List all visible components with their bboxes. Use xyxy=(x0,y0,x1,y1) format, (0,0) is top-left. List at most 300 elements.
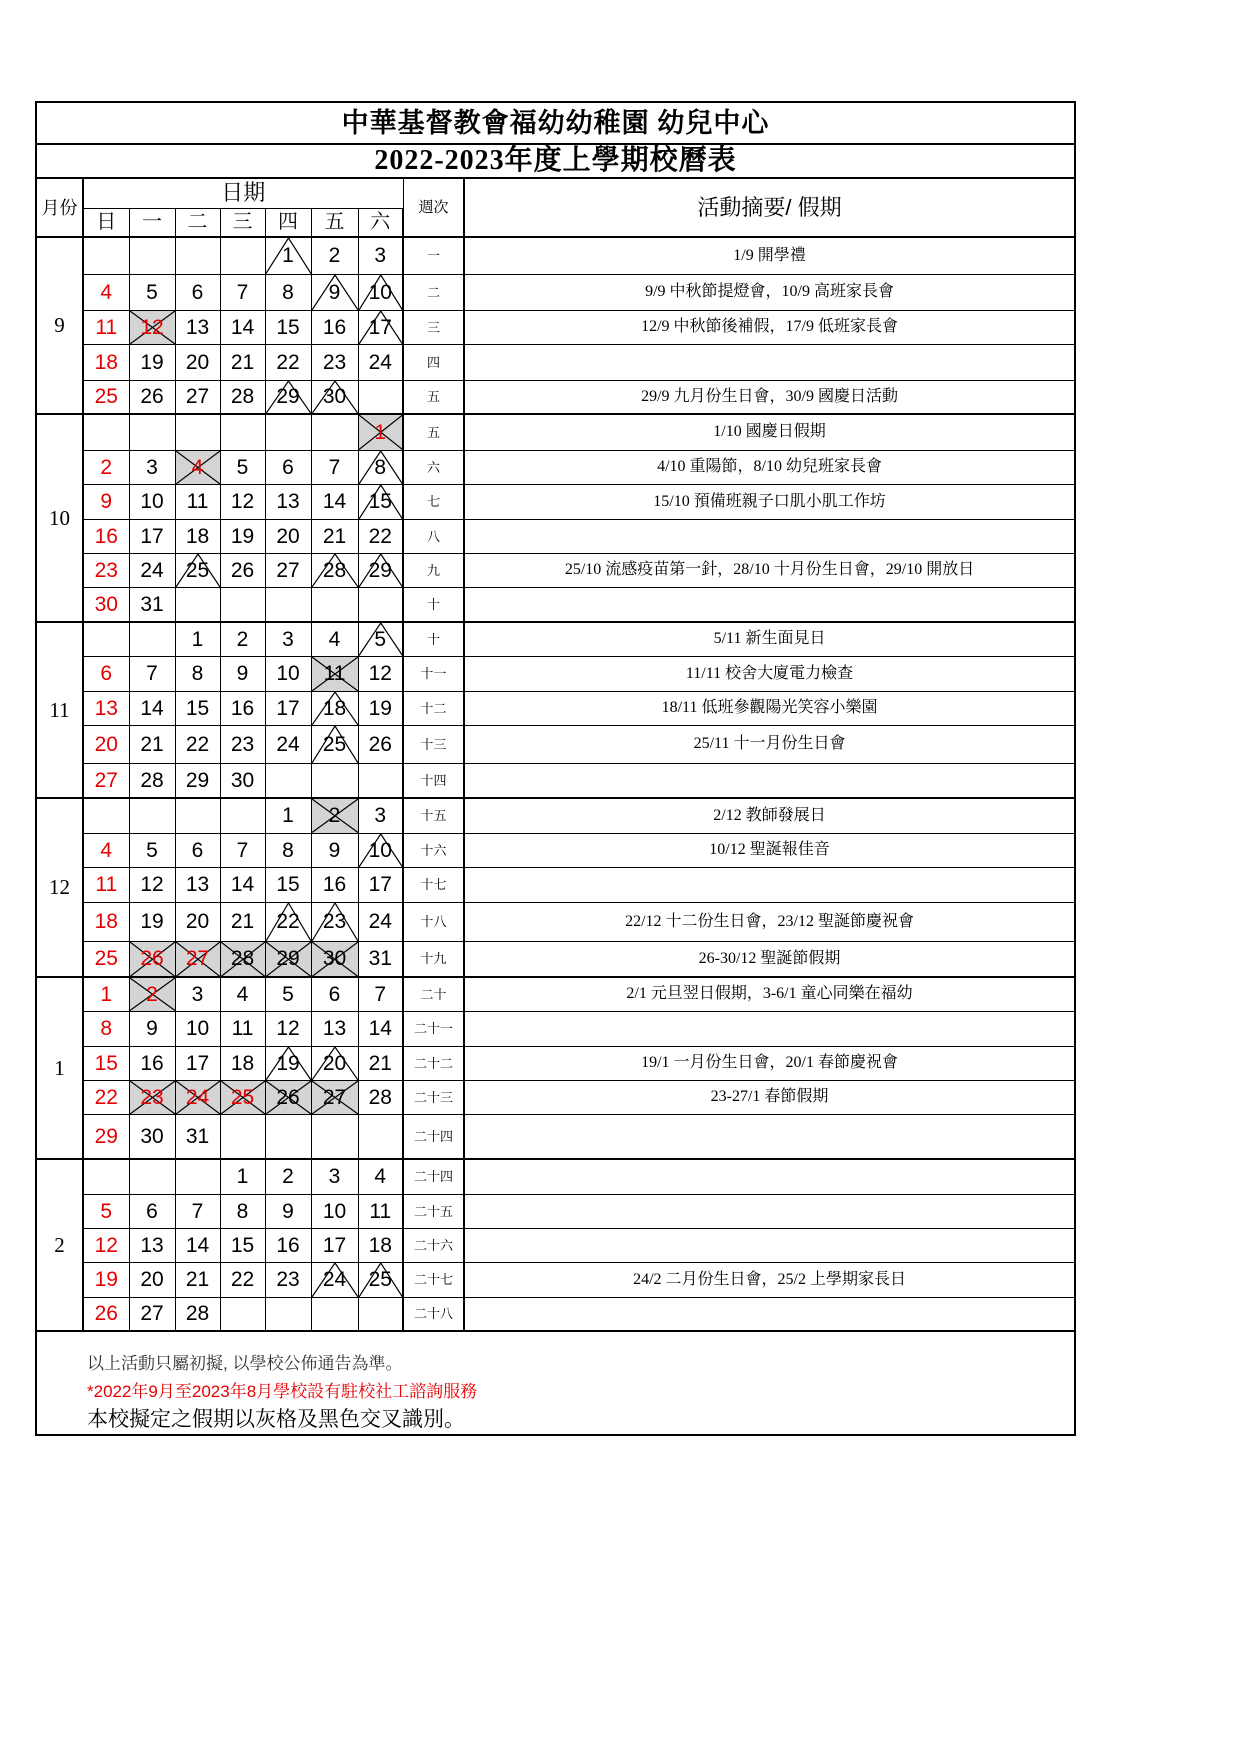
empty-day-cell xyxy=(265,763,311,798)
day-cell xyxy=(311,344,358,380)
empty-day-cell xyxy=(175,414,220,450)
empty-day-cell xyxy=(358,1114,403,1159)
day-cell xyxy=(220,484,265,519)
day-cell xyxy=(220,867,265,902)
day-number: 13 xyxy=(276,490,300,513)
day-cell xyxy=(220,1194,265,1228)
day-number: 14 xyxy=(322,490,347,513)
holiday-legend-note: 本校擬定之假期以灰格及黑色交叉識別。 xyxy=(87,1408,465,1431)
day-cell xyxy=(220,519,265,553)
day-cell xyxy=(83,1194,129,1228)
month-label: 12 xyxy=(36,798,83,977)
day-number: 18 xyxy=(185,524,210,548)
day-number: 10 xyxy=(276,662,300,685)
week-row xyxy=(36,1046,1075,1080)
day-number: 22 xyxy=(94,1085,118,1109)
day-number: 23 xyxy=(322,350,347,374)
day-cell xyxy=(175,1297,220,1331)
day-number: 26 xyxy=(94,1302,118,1326)
day-cell xyxy=(358,725,403,763)
empty-day-cell xyxy=(311,1297,358,1331)
day-cell xyxy=(358,1159,403,1194)
day-cell xyxy=(83,1297,129,1331)
activity-summary xyxy=(464,1297,1075,1331)
day-number: 6 xyxy=(191,838,204,862)
day-number: 6 xyxy=(191,280,204,304)
day-number: 1 xyxy=(282,804,294,828)
day-number: 15 xyxy=(276,315,300,339)
empty-day-cell xyxy=(83,798,129,833)
day-number: 31 xyxy=(185,1124,210,1148)
day-number: 21 xyxy=(230,910,255,933)
day-cell xyxy=(358,656,403,691)
activity-summary xyxy=(464,1228,1075,1262)
day-number: 11 xyxy=(95,315,118,339)
day-cell xyxy=(358,519,403,553)
day-cell xyxy=(83,553,129,587)
empty-day-cell xyxy=(358,587,403,622)
day-number: 1 xyxy=(191,627,204,651)
empty-day-cell xyxy=(311,1114,358,1159)
day-number: 12 xyxy=(368,662,392,685)
day-cell xyxy=(265,1159,311,1194)
day-cell xyxy=(175,656,220,691)
day-cell xyxy=(83,1011,129,1046)
empty-day-cell xyxy=(220,414,265,450)
day-cell xyxy=(175,484,220,519)
day-number: 19 xyxy=(94,1268,118,1291)
day-cell xyxy=(83,450,129,484)
day-number: 20 xyxy=(94,732,118,756)
empty-day-cell xyxy=(265,1114,311,1159)
day-cell xyxy=(129,977,175,1011)
day-cell xyxy=(311,833,358,867)
week-number: 十八 xyxy=(403,902,464,941)
activity-summary: 25/10 流感疫苗第一針，28/10 十月份生日會，29/10 開放日 xyxy=(464,553,1075,587)
day-cell xyxy=(83,977,129,1011)
week-number: 五 xyxy=(403,414,464,450)
month-label: 10 xyxy=(36,414,83,622)
day-cell xyxy=(83,310,129,344)
day-number: 14 xyxy=(368,1017,392,1040)
day-cell xyxy=(129,519,175,553)
day-cell xyxy=(220,691,265,725)
week-number: 八 xyxy=(403,519,464,553)
day-number: 11 xyxy=(186,490,209,513)
day-cell xyxy=(175,941,220,977)
day-cell xyxy=(311,977,358,1011)
week-row xyxy=(36,450,1075,484)
empty-day-cell xyxy=(175,798,220,833)
week-number: 二十四 xyxy=(403,1114,464,1159)
day-cell xyxy=(358,833,403,867)
day-cell xyxy=(83,656,129,691)
day-cell xyxy=(358,274,403,310)
day-cell xyxy=(129,587,175,622)
day-number: 23 xyxy=(230,732,255,756)
day-number: 15 xyxy=(94,1051,118,1075)
day-cell xyxy=(358,1194,403,1228)
day-number: 15 xyxy=(185,696,210,720)
day-cell xyxy=(358,1080,403,1114)
week-row xyxy=(36,380,1075,414)
day-cell xyxy=(265,656,311,691)
day-number: 7 xyxy=(191,1199,204,1223)
day-cell xyxy=(175,344,220,380)
day-number: 11 xyxy=(369,1199,392,1223)
week-number: 十九 xyxy=(403,941,464,977)
day-number: 23 xyxy=(94,558,118,582)
day-cell xyxy=(311,656,358,691)
day-number: 25 xyxy=(94,947,118,971)
week-row xyxy=(36,237,1075,274)
week-number: 二十八 xyxy=(403,1297,464,1331)
week-row xyxy=(36,310,1075,344)
day-number: 30 xyxy=(322,947,347,971)
day-cell xyxy=(129,656,175,691)
day-number: 16 xyxy=(322,315,347,339)
day-number: 22 xyxy=(276,350,300,374)
day-number: 24 xyxy=(322,1268,347,1291)
day-cell xyxy=(265,519,311,553)
activity-summary: 2/12 教師發展日 xyxy=(464,798,1075,833)
weekday-header-sun: 日 xyxy=(83,208,129,237)
empty-day-cell xyxy=(358,380,403,414)
day-cell xyxy=(358,798,403,833)
day-number: 25 xyxy=(368,1268,392,1291)
day-cell xyxy=(175,833,220,867)
weekday-header-tue: 二 xyxy=(175,208,220,237)
day-cell xyxy=(175,867,220,902)
day-cell xyxy=(220,553,265,587)
day-cell xyxy=(220,1046,265,1080)
empty-day-cell xyxy=(358,1297,403,1331)
week-row xyxy=(36,274,1075,310)
week-row xyxy=(36,833,1075,867)
activity-summary: 22/12 十二份生日會，23/12 聖誕節慶祝會 xyxy=(464,902,1075,941)
day-cell xyxy=(220,725,265,763)
day-cell xyxy=(83,484,129,519)
day-number: 23 xyxy=(322,910,347,933)
week-row xyxy=(36,1080,1075,1114)
day-cell xyxy=(265,725,311,763)
empty-day-cell xyxy=(220,237,265,274)
day-number: 12 xyxy=(140,315,164,339)
week-row xyxy=(36,725,1075,763)
activity-summary xyxy=(464,763,1075,798)
calendar-title: 2022-2023年度上學期校曆表 xyxy=(36,144,1075,178)
day-number: 15 xyxy=(276,873,300,896)
week-number: 十 xyxy=(403,587,464,622)
week-number: 二十二 xyxy=(403,1046,464,1080)
day-number: 29 xyxy=(368,558,392,582)
day-cell xyxy=(83,941,129,977)
day-cell xyxy=(175,450,220,484)
empty-day-cell xyxy=(129,1159,175,1194)
day-cell xyxy=(220,941,265,977)
day-cell xyxy=(311,553,358,587)
day-number: 18 xyxy=(230,1051,255,1075)
day-cell xyxy=(175,274,220,310)
day-number: 27 xyxy=(185,947,210,971)
day-cell xyxy=(358,414,403,450)
empty-day-cell xyxy=(311,414,358,450)
week-column-header: 週次 xyxy=(403,178,464,237)
empty-day-cell xyxy=(265,1297,311,1331)
day-number: 24 xyxy=(140,558,164,582)
day-number: 21 xyxy=(322,524,347,548)
day-cell xyxy=(129,1262,175,1297)
day-cell xyxy=(220,656,265,691)
day-cell xyxy=(83,1046,129,1080)
week-row xyxy=(36,902,1075,941)
day-number: 27 xyxy=(94,768,118,792)
day-cell xyxy=(129,867,175,902)
day-cell xyxy=(129,725,175,763)
day-cell xyxy=(358,344,403,380)
week-row xyxy=(36,941,1075,977)
day-number: 16 xyxy=(276,1233,300,1257)
date-column-header: 日期 xyxy=(83,178,403,208)
day-cell xyxy=(175,1011,220,1046)
week-row xyxy=(36,519,1075,553)
empty-day-cell xyxy=(129,414,175,450)
day-cell xyxy=(311,274,358,310)
week-row xyxy=(36,798,1075,833)
day-number: 7 xyxy=(236,280,249,304)
week-number: 九 xyxy=(403,553,464,587)
day-cell xyxy=(129,1080,175,1114)
day-number: 1 xyxy=(100,982,113,1006)
day-number: 4 xyxy=(328,627,341,651)
day-number: 7 xyxy=(146,662,158,685)
day-cell xyxy=(129,1046,175,1080)
day-number: 6 xyxy=(328,982,341,1006)
week-row xyxy=(36,414,1075,450)
day-cell xyxy=(311,691,358,725)
day-number: 9 xyxy=(282,1199,294,1223)
day-number: 5 xyxy=(146,838,158,862)
day-number: 26 xyxy=(140,947,164,971)
day-cell xyxy=(311,1194,358,1228)
day-number: 18 xyxy=(94,350,118,374)
activity-summary: 11/11 校舍大廈電力檢查 xyxy=(464,656,1075,691)
activity-summary: 12/9 中秋節後補假，17/9 低班家長會 xyxy=(464,310,1075,344)
empty-day-cell xyxy=(220,587,265,622)
day-number: 2 xyxy=(236,627,249,651)
week-number: 七 xyxy=(403,484,464,519)
day-number: 17 xyxy=(368,315,392,339)
day-cell xyxy=(175,1194,220,1228)
week-number: 六 xyxy=(403,450,464,484)
empty-day-cell xyxy=(129,798,175,833)
day-number: 24 xyxy=(185,1085,210,1109)
day-cell xyxy=(265,798,311,833)
day-number: 3 xyxy=(328,1165,341,1189)
day-number: 13 xyxy=(94,696,118,720)
day-cell xyxy=(220,763,265,798)
day-number: 4 xyxy=(100,280,113,304)
day-number: 27 xyxy=(185,385,210,409)
week-number: 二十五 xyxy=(403,1194,464,1228)
day-cell xyxy=(311,310,358,344)
day-cell xyxy=(129,1297,175,1331)
day-cell xyxy=(265,1046,311,1080)
day-cell xyxy=(220,1080,265,1114)
day-number: 29 xyxy=(276,385,300,409)
day-number: 8 xyxy=(282,838,294,862)
day-number: 1 xyxy=(374,420,387,444)
day-number: 7 xyxy=(328,455,341,479)
week-row xyxy=(36,1194,1075,1228)
activity-summary xyxy=(464,1194,1075,1228)
activity-summary: 29/9 九月份生日會，30/9 國慶日活動 xyxy=(464,380,1075,414)
empty-day-cell xyxy=(358,763,403,798)
day-cell xyxy=(265,344,311,380)
day-number: 30 xyxy=(230,768,255,792)
empty-day-cell xyxy=(311,763,358,798)
day-number: 29 xyxy=(185,768,210,792)
day-number: 29 xyxy=(94,1124,118,1148)
day-cell xyxy=(83,833,129,867)
day-cell xyxy=(358,237,403,274)
day-number: 20 xyxy=(185,350,210,374)
day-cell xyxy=(83,380,129,414)
social-worker-note: *2022年9月至2023年8月學校設有駐校社工諮詢服務 xyxy=(87,1382,478,1401)
activity-summary: 2/1 元旦翌日假期，3-6/1 童心同樂在福幼 xyxy=(464,977,1075,1011)
day-cell xyxy=(358,484,403,519)
day-number: 17 xyxy=(140,524,164,548)
day-cell xyxy=(220,902,265,941)
week-number: 十六 xyxy=(403,833,464,867)
day-cell xyxy=(220,1262,265,1297)
day-number: 5 xyxy=(146,280,158,304)
day-number: 21 xyxy=(368,1051,392,1075)
day-number: 19 xyxy=(140,910,164,933)
day-cell xyxy=(358,450,403,484)
day-number: 5 xyxy=(282,982,294,1006)
day-cell xyxy=(265,380,311,414)
activity-summary: 4/10 重陽節，8/10 幼兒班家長會 xyxy=(464,450,1075,484)
day-cell xyxy=(358,977,403,1011)
day-cell xyxy=(220,274,265,310)
day-cell xyxy=(83,274,129,310)
subtitle-row xyxy=(36,144,1075,178)
day-number: 10 xyxy=(140,490,164,513)
day-number: 30 xyxy=(140,1124,164,1148)
week-row xyxy=(36,1228,1075,1262)
day-number: 30 xyxy=(94,592,118,616)
activity-summary xyxy=(464,1011,1075,1046)
day-number: 8 xyxy=(191,662,204,685)
weekday-header-sat: 六 xyxy=(358,208,403,237)
week-row xyxy=(36,977,1075,1011)
day-number: 12 xyxy=(140,873,164,896)
day-cell xyxy=(311,798,358,833)
week-row xyxy=(36,1011,1075,1046)
day-number: 23 xyxy=(276,1268,300,1291)
day-number: 17 xyxy=(276,696,300,720)
day-cell xyxy=(358,902,403,941)
week-row xyxy=(36,587,1075,622)
day-number: 19 xyxy=(230,524,255,548)
day-cell xyxy=(83,344,129,380)
day-number: 10 xyxy=(322,1199,347,1223)
day-cell xyxy=(129,902,175,941)
day-cell xyxy=(358,1228,403,1262)
day-number: 28 xyxy=(230,947,255,971)
day-cell xyxy=(311,622,358,656)
day-number: 14 xyxy=(230,315,255,339)
week-number: 二十 xyxy=(403,977,464,1011)
day-cell xyxy=(311,519,358,553)
day-number: 12 xyxy=(276,1017,300,1040)
day-cell xyxy=(311,941,358,977)
day-cell xyxy=(83,902,129,941)
empty-day-cell xyxy=(265,587,311,622)
day-cell xyxy=(311,450,358,484)
day-number: 9 xyxy=(146,1017,158,1040)
week-row xyxy=(36,1114,1075,1159)
day-cell xyxy=(265,941,311,977)
day-cell xyxy=(129,484,175,519)
day-number: 5 xyxy=(100,1199,113,1223)
day-cell xyxy=(129,691,175,725)
activity-summary xyxy=(464,519,1075,553)
day-number: 13 xyxy=(140,1233,164,1257)
day-number: 22 xyxy=(276,910,300,933)
column-header-row xyxy=(36,178,1075,208)
day-cell xyxy=(175,380,220,414)
week-number: 十七 xyxy=(403,867,464,902)
day-number: 21 xyxy=(140,732,164,756)
day-number: 19 xyxy=(276,1051,300,1075)
activity-summary xyxy=(464,1114,1075,1159)
month-label: 1 xyxy=(36,977,83,1159)
activity-summary xyxy=(464,1159,1075,1194)
day-number: 21 xyxy=(230,350,255,374)
day-number: 28 xyxy=(322,558,347,582)
day-cell xyxy=(83,1262,129,1297)
day-cell xyxy=(265,1194,311,1228)
day-cell xyxy=(220,1159,265,1194)
day-cell xyxy=(175,1080,220,1114)
day-number: 2 xyxy=(100,455,113,479)
day-cell xyxy=(311,725,358,763)
day-number: 28 xyxy=(185,1302,210,1326)
day-cell xyxy=(83,587,129,622)
title-row xyxy=(36,102,1075,144)
day-number: 9 xyxy=(100,490,113,513)
day-number: 8 xyxy=(374,455,387,479)
activity-summary xyxy=(464,867,1075,902)
day-number: 6 xyxy=(100,662,113,685)
day-cell xyxy=(311,237,358,274)
week-row xyxy=(36,1262,1075,1297)
day-number: 24 xyxy=(368,350,392,374)
day-number: 26 xyxy=(230,558,255,582)
day-number: 24 xyxy=(368,910,392,933)
day-cell xyxy=(311,902,358,941)
month-label: 9 xyxy=(36,237,83,414)
day-cell xyxy=(129,344,175,380)
day-cell xyxy=(175,1228,220,1262)
day-cell xyxy=(220,977,265,1011)
day-cell xyxy=(220,450,265,484)
day-cell xyxy=(265,691,311,725)
day-cell xyxy=(311,484,358,519)
week-number: 三 xyxy=(403,310,464,344)
